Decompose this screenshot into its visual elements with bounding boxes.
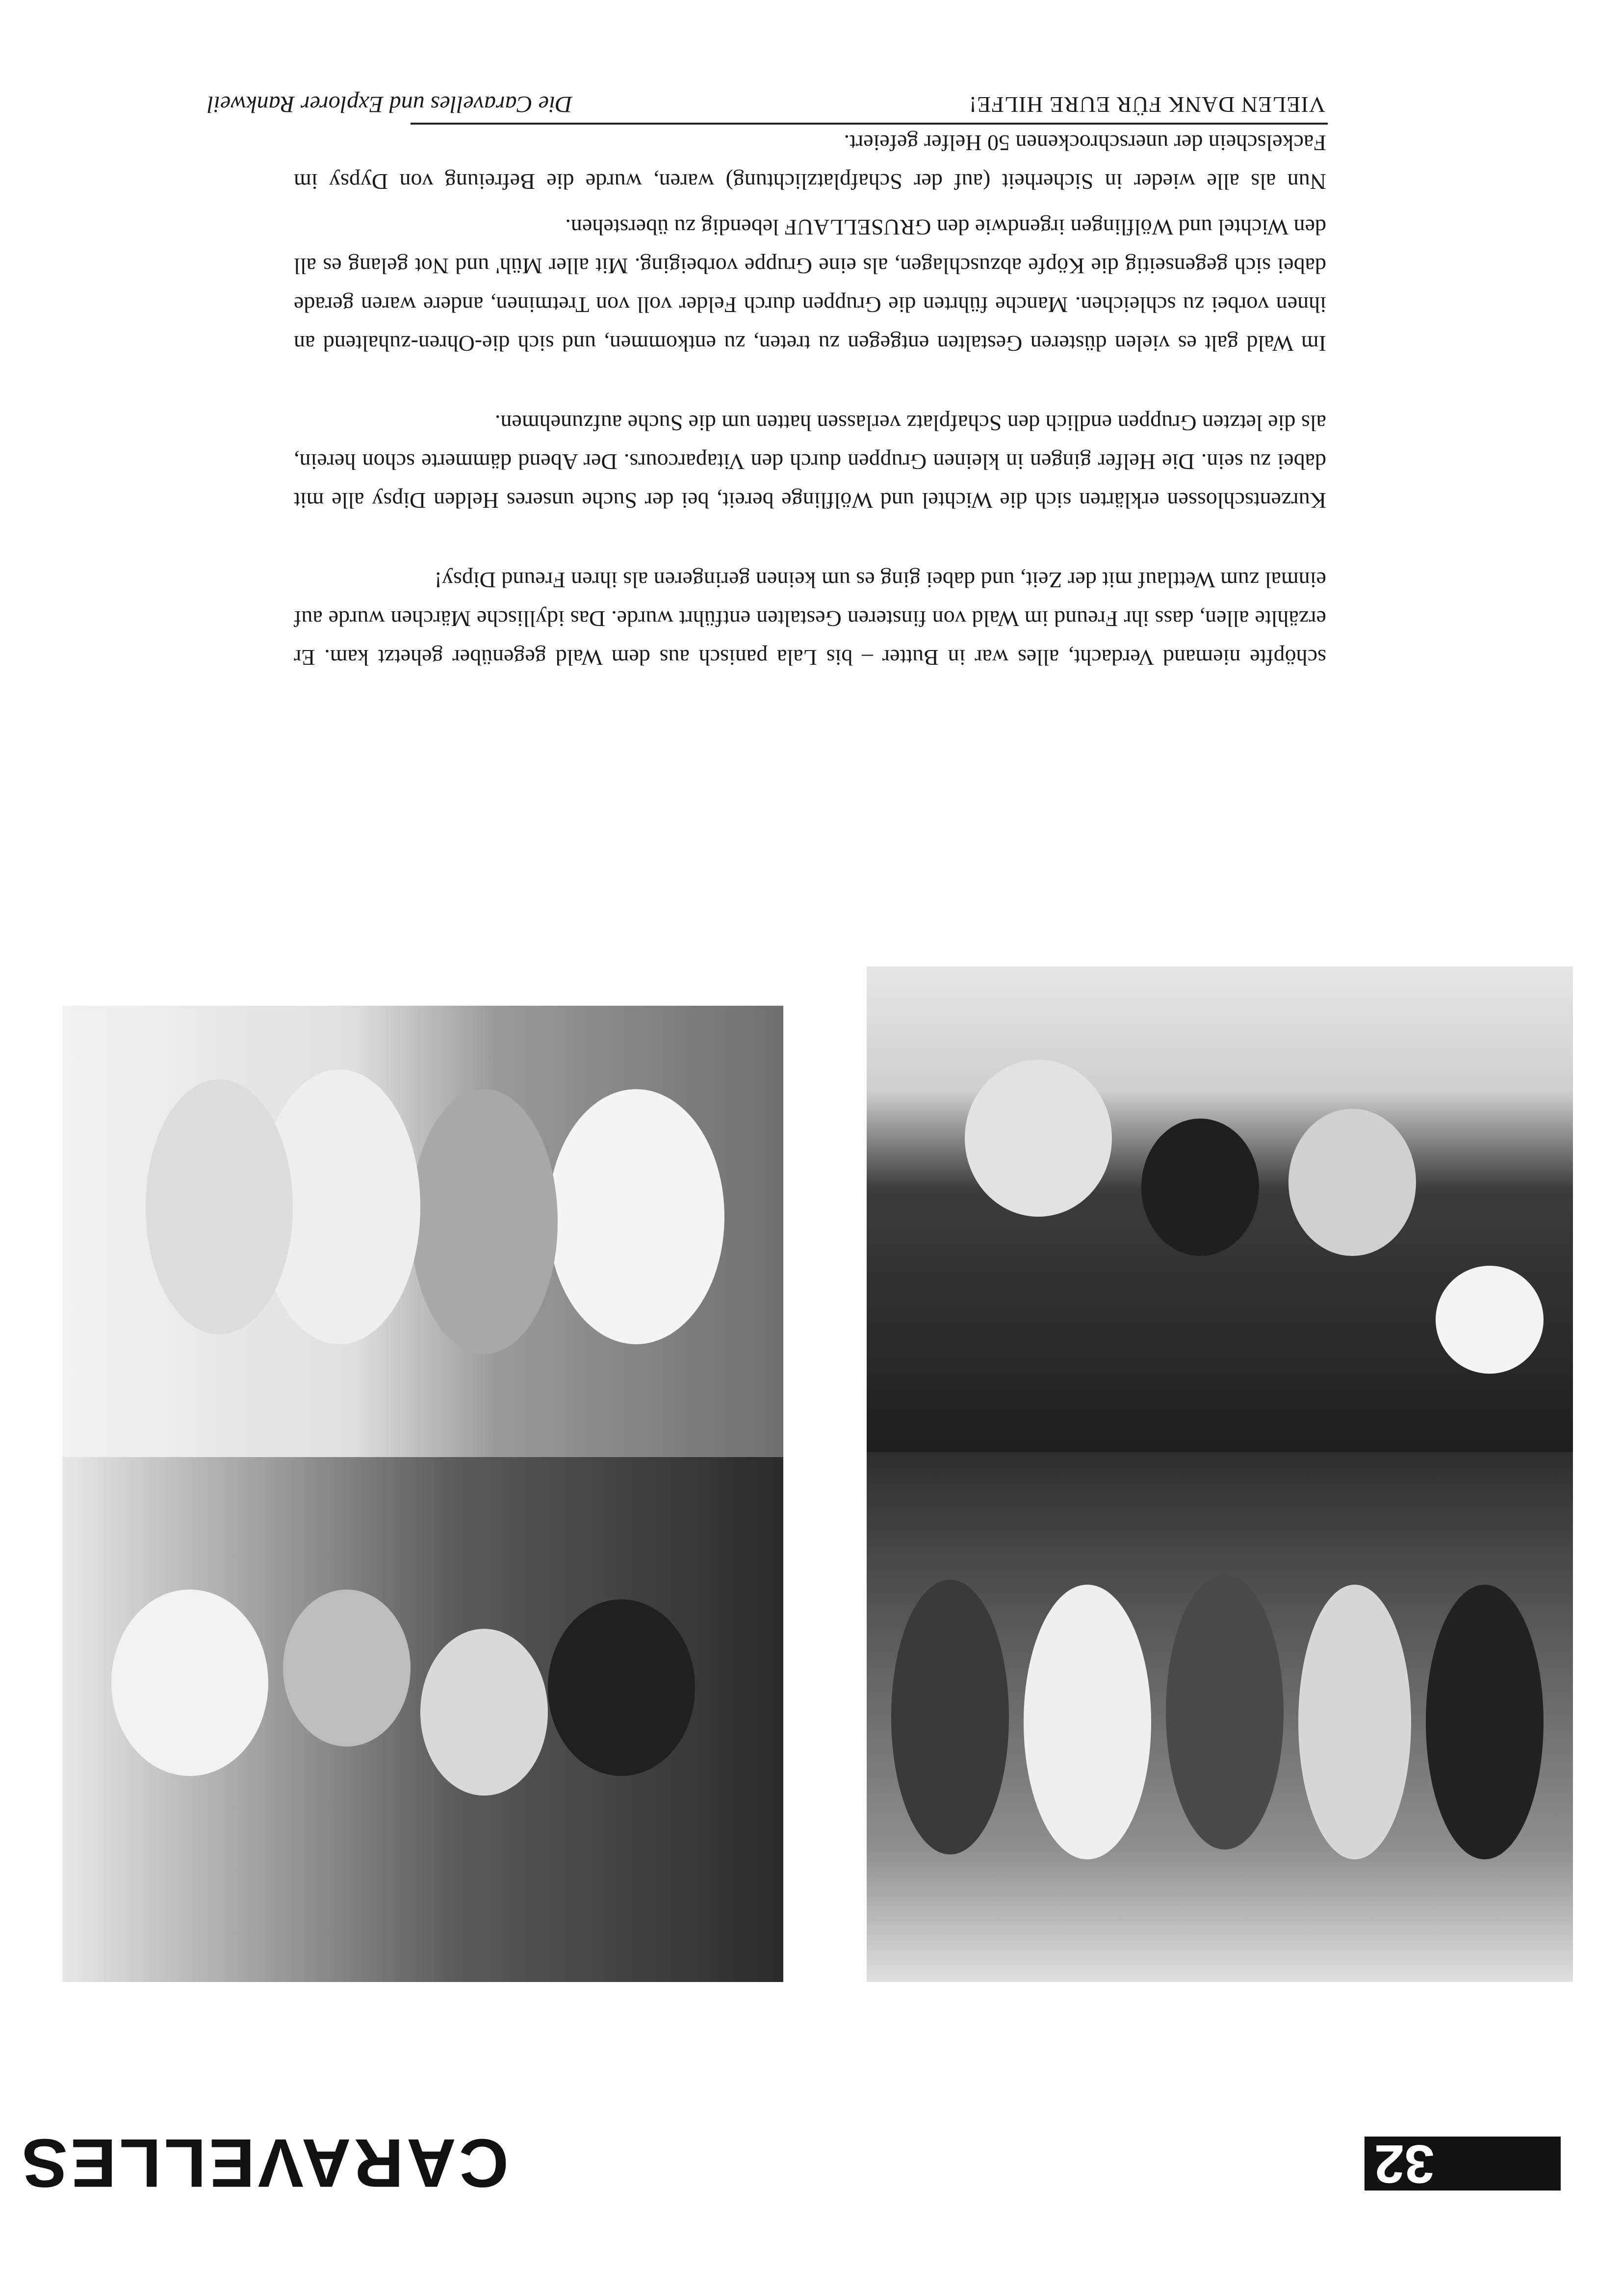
- paragraph-4: Nun als alle wieder in Sicherheit (auf der Schafplatzlichtung) waren, wurde die Befreiung von Dypsy im Fackelschein der unerschrockenen 50 Helfer gefeiert.: [294, 130, 1326, 194]
- page-number: 32: [1365, 2137, 1561, 2191]
- photo-indoor-group: [62, 1457, 783, 1982]
- section-title: CARAVELLES: [19, 2125, 509, 2202]
- paragraph-1: schöpfte niemand Verdacht, alles war in Butter – bis Lala panisch aus dem Wald gegenüber gehetzt kam. Er erzählte allen, dass ihr Freund im Wald von finsteren Gestalten entführt wurde. Das idyllische Märchen wurde auf einmal zum Wettlauf mit der Zeit, und dabei ging es um keinen geringeren als ihren Freund Dipsy!: [294, 568, 1326, 670]
- paragraph-2: Kurzentschlossen erklärten sich die Wichtel und Wölflinge bereit, bei der Suche unseres Helden Dipsy alle mit dabei zu sein. Die Helfer gingen in kleinen Gruppen durch den Vitaparcours. Der Abend dämmerte schon herein, als die letzten Gruppen endlich den Schafplatz verlassen hatten um die Suche aufzunehmen.: [294, 411, 1326, 513]
- header-title: VIELEN DANK FÜR EURE HILFE!: [968, 92, 1325, 117]
- photo-costumed-group: [62, 1006, 783, 1531]
- photo-outdoor-group: [867, 1452, 1573, 1982]
- header-subtitle: Die Caravelles und Explorer Rankweil: [207, 91, 572, 117]
- paragraph-3: Im Wald galt es vielen düsteren Gestalten entgegen zu treten, zu entkommen, und sich die-Ohren-zuhaltend an ihnen vorbei zu schleichen. Manche führten die Gruppen durch Felder voll von Tretminen, andere waren gerade dabei sich gegenseitig die Köpfe abzuschlagen, als eine Gruppe vorbeiging. Mit aller Müh' und Not gelang es all den Wichtel und Wölflingen irgendwie den GRUSELLAUF lebendig zu überstehen.: [294, 215, 1326, 356]
- photo-forest-children: [867, 966, 1573, 1462]
